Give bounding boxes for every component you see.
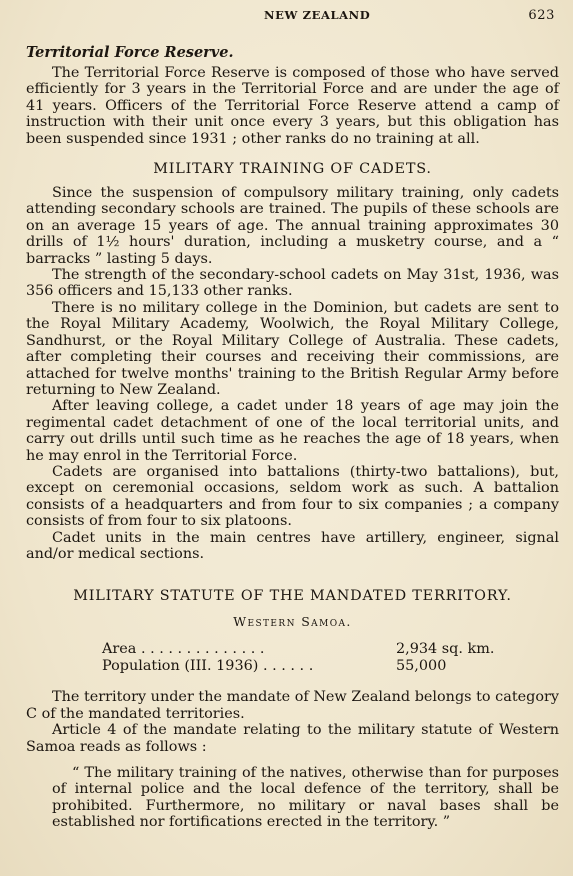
cadets-paragraph-5: Cadets are organised into battalions (thirty-two battalions), but, except on ceremonial occasions, seldom work as such. A battalion consists of a headquarters and from four to six companies ; a company consists of from four to six platoons.: [26, 463, 559, 530]
stat-value: 55,000: [396, 658, 447, 675]
mandate-quote-text: “ The military training of the natives, otherwise than for purposes of internal police and the local defence of the territory, shall be prohibited. Furthermore, no military or naval bases shall be established nor fortifications erected in the territory. ”: [52, 765, 559, 831]
statute-paragraph-1: The territory under the mandate of New Zealand belongs to category C of the mandated territories.: [26, 689, 559, 722]
stat-row-population: [102, 658, 502, 675]
statute-heading: MILITARY STATUTE OF THE MANDATED TERRITORY.: [73, 588, 512, 605]
reserve-paragraph: The Territorial Force Reserve is composed of those who have served efficiently for 3 years in the Territorial Force and are under the age of 41 years. Officers of the Territorial Force Reserve attend a camp of instruction with their unit once every 3 years, but this obligation has been suspended since 1931 ; other ranks do no training at all.: [26, 65, 559, 147]
cadets-paragraph-4: After leaving college, a cadet under 18 years of age may join the regimental cadet detachment of one of the local territorial units, and carry out drills until such time as he reaches the age of 18 years, when he may enrol in the Territorial Force.: [26, 398, 559, 464]
cadets-heading: MILITARY TRAINING OF CADETS.: [153, 161, 432, 178]
stat-value: 2,934 sq. km.: [396, 641, 495, 658]
stat-row-area: [102, 641, 502, 658]
running-head: [26, 8, 559, 30]
page-number: 623: [528, 8, 555, 23]
cadets-paragraph-3: There is no military college in the Dominion, but cadets are sent to the Royal Military Academy, Woolwich, the Royal Military College, Sandhurst, or the Royal Military College of Australia. These cadets, after completing their courses and receiving their commissions, are attached for twelve months' training to the British Regular Army before returning to New Zealand.: [26, 299, 559, 398]
reserve-heading: Territorial Force Reserve.: [26, 44, 234, 61]
cadets-paragraph-2: The strength of the secondary-school cadets on May 31st, 1936, was 356 officers and 15,133 other ranks.: [26, 267, 559, 300]
statute-subheading: Western Samoa.: [233, 614, 352, 630]
stat-label: Area . . . . . . . . . . . . . .: [102, 641, 265, 658]
stat-label: Population (III. 1936) . . . . . .: [102, 658, 314, 675]
mandate-quote: [26, 765, 559, 831]
statistics-table: [102, 641, 559, 675]
running-head-title: NEW ZEALAND: [264, 8, 371, 22]
cadets-paragraph-6: Cadet units in the main centres have artillery, engineer, signal and/or medical sections.: [26, 529, 559, 562]
cadets-paragraph-1: Since the suspension of compulsory military training, only cadets attending secondary schools are trained. The pupils of these schools are on an average 15 years of age. The annual training approximates 30 drills of 1½ hours' duration, including a musketry course, and a “ barracks ” lasting 5 days.: [26, 185, 559, 267]
statute-paragraph-2: Article 4 of the mandate relating to the military statute of Western Samoa reads as follows :: [26, 722, 559, 755]
